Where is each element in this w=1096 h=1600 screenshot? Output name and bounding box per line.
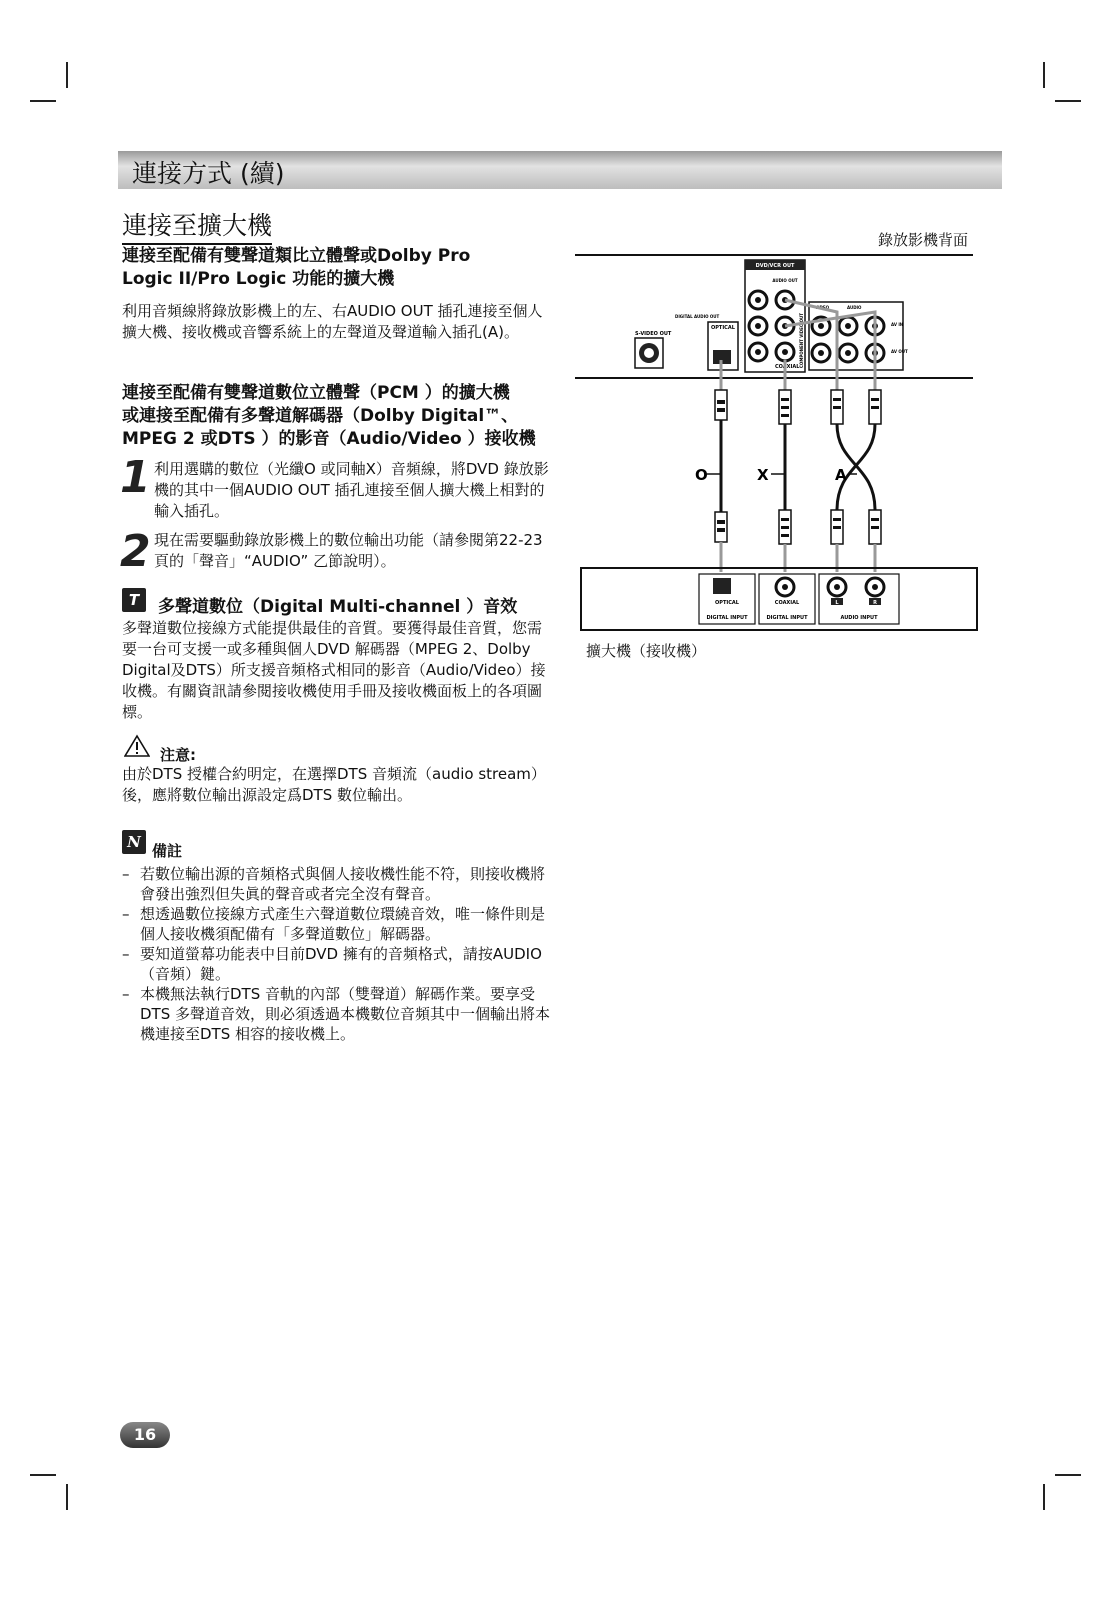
subsection2-title: 連接至配備有雙聲道數位立體聲（PCM ）的擴大機 或連接至配備有多聲道解碼器（Dolby Digital™、 MPEG 2 或DTS ）的影音（Audio/Video ）接收機 bbox=[122, 383, 536, 449]
receiver-optical-jack bbox=[713, 578, 731, 594]
notes-list bbox=[122, 864, 552, 1044]
subsection1-body: 利用音頻線將錄放影機上的左、右AUDIO OUT 插孔連接至個人擴大機、接收機或音響系統上的左聲道及聲道輸入插孔(A)。 bbox=[122, 302, 543, 341]
tip-icon: T bbox=[122, 588, 146, 612]
header-banner bbox=[118, 151, 1002, 189]
crop-mark bbox=[66, 62, 68, 88]
multichannel-body: 多聲道數位接線方式能提供最佳的音質。要獲得最佳音質，您需要一台可支援一或多種與個人DVD 解碼器（MPEG 2、Dolby Digital及DTS）所支援音頻格式相同的影音（Audio/Video）接收機。有關資訊請參閱接收機使用手冊及接收機面板上的各項圖標。 bbox=[122, 619, 546, 721]
av-out-label: AV OUT bbox=[891, 349, 908, 354]
section-title: 連接至擴大機 bbox=[122, 206, 272, 245]
crop-mark bbox=[66, 1484, 68, 1510]
connection-diagram bbox=[575, 250, 985, 640]
note-item: – 要知道螢幕功能表中目前DVD 擁有的音頻格式，請按AUDIO（音頻）鍵。 bbox=[122, 944, 552, 984]
caution-body: 由於DTS 授權合約明定，在選擇DTS 音頻流（audio stream）後，應將數位輸出源設定爲DTS 數位輸出。 bbox=[122, 765, 539, 804]
caution-title: 注意: bbox=[160, 746, 196, 764]
warning-icon bbox=[124, 734, 150, 758]
digital-audio-out-label: DIGITAL AUDIO OUT bbox=[675, 314, 720, 319]
crop-mark bbox=[30, 100, 56, 102]
receiver-audio-input-label: AUDIO INPUT bbox=[840, 615, 878, 621]
cable-label-o: O bbox=[695, 466, 708, 484]
component-label: COMPONENT VIDEO OUT bbox=[799, 312, 804, 368]
audio-label: AUDIO bbox=[847, 305, 862, 310]
dvd-vcr-out-label: DVD/VCR OUT bbox=[755, 263, 795, 269]
crop-mark bbox=[1055, 100, 1081, 102]
receiver-optical-label: OPTICAL bbox=[715, 600, 739, 606]
video-label: VIDEO bbox=[815, 305, 830, 310]
vcr-coaxial-label: COAXIAL bbox=[775, 364, 800, 370]
coaxial-cable bbox=[779, 390, 791, 572]
step2-text: 現在需要驅動錄放影機上的數位輸出功能（請參閱第22-23 頁的「聲音」“AUDIO” 乙節說明）。 bbox=[154, 531, 543, 570]
step1-text: 利用選購的數位（光纖O 或同軸X）音頻線，將DVD 錄放影機的其中一個AUDIO OUT 插孔連接至個人擴大機上相對的輸入插孔。 bbox=[154, 460, 549, 520]
crop-mark bbox=[1043, 1484, 1045, 1510]
subsection1-title: 連接至配備有雙聲道類比立體聲或Dolby Pro Logic II/Pro Logic 功能的擴大機 bbox=[122, 246, 471, 289]
crop-mark bbox=[30, 1474, 56, 1476]
note-icon: N bbox=[122, 830, 146, 854]
note-item: – 若數位輸出源的音頻格式與個人接收機性能不符，則接收機將會發出強烈但失眞的聲音或者完全沒有聲音。 bbox=[122, 864, 552, 904]
cable-label-a: A bbox=[835, 466, 847, 484]
page-number: 16 bbox=[120, 1422, 170, 1448]
step1-number: 1 bbox=[120, 452, 151, 503]
cable-label-x: X bbox=[757, 466, 769, 484]
note-item: – 本機無法執行DTS 音軌的內部（雙聲道）解碼作業。要享受DTS 多聲道音效，則必須透過本機數位音頻其中一個輸出將本機連接至DTS 相容的接收機上。 bbox=[122, 984, 552, 1044]
notes-title: 備註 bbox=[152, 842, 183, 860]
receiver-digital-input-2: DIGITAL INPUT bbox=[766, 615, 808, 621]
optical-cable bbox=[715, 390, 727, 572]
receiver-left-label: L bbox=[835, 600, 839, 606]
vcr-back-label: 錄放影機背面 bbox=[878, 231, 969, 249]
receiver-coaxial-label: COAXIAL bbox=[774, 600, 800, 606]
s-video-label: S-VIDEO OUT bbox=[635, 331, 672, 337]
crop-mark bbox=[1055, 1474, 1081, 1476]
audio-out-label: AUDIO OUT bbox=[772, 278, 798, 283]
av-in-label: AV IN bbox=[891, 322, 904, 327]
crop-mark bbox=[1043, 62, 1045, 88]
multichannel-title: 多聲道數位（Digital Multi-channel ）音效 bbox=[158, 597, 518, 617]
note-item: – 想透過數位接線方式產生六聲道數位環繞音效，唯一條件則是個人接收機須配備有「多聲道數位」解碼器。 bbox=[122, 904, 552, 944]
receiver-digital-input-1: DIGITAL INPUT bbox=[706, 615, 748, 621]
receiver-label: 擴大機（接收機） bbox=[586, 642, 707, 660]
banner-title: 連接方式 (續) bbox=[132, 159, 285, 188]
step2-number: 2 bbox=[120, 526, 151, 577]
vcr-optical-label: OPTICAL bbox=[711, 325, 735, 331]
receiver-right-label: R bbox=[873, 600, 877, 606]
